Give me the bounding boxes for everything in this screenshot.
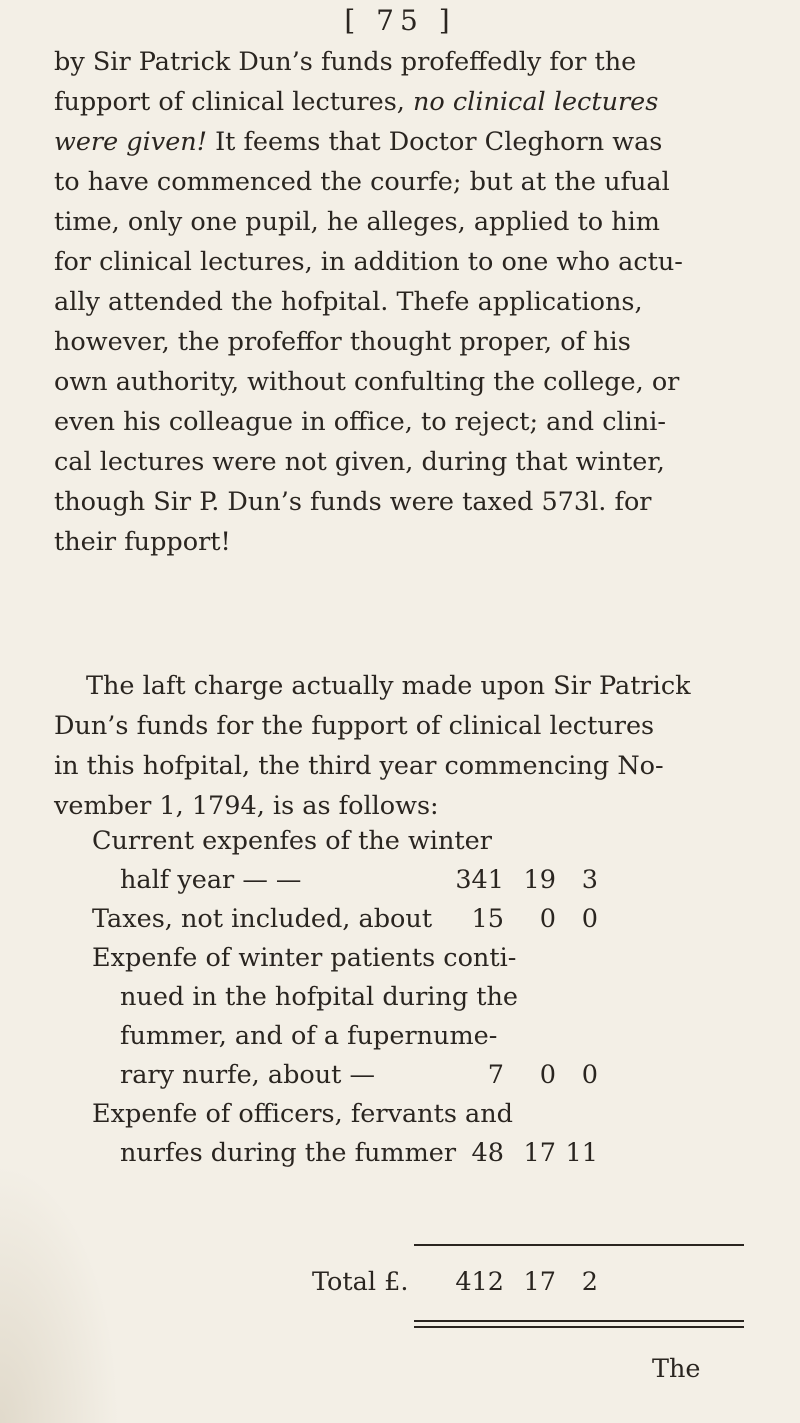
shillings-value: 0 bbox=[539, 904, 556, 934]
text-line: by Sir Patrick Dun’s funds profeffedly for the bbox=[54, 47, 637, 77]
table-row bbox=[92, 1095, 742, 1134]
total-pence: 2 bbox=[581, 1267, 598, 1297]
pounds-value: 15 bbox=[471, 904, 504, 934]
catchword: The bbox=[652, 1354, 701, 1384]
pounds-value: 48 bbox=[471, 1138, 504, 1168]
total-pounds: 412 bbox=[455, 1267, 504, 1297]
paragraph-clinical-lectures bbox=[54, 42, 768, 562]
sum-rule bbox=[414, 1244, 744, 1246]
pence-value: 0 bbox=[581, 1060, 598, 1090]
italic-phrase: no clinical lectures bbox=[413, 87, 659, 117]
row-description: Expenfe of winter patients conti- bbox=[92, 943, 517, 973]
shillings-value: 19 bbox=[523, 865, 556, 895]
text-line: fupport of clinical lectures, no clinical lectures bbox=[54, 87, 659, 117]
pounds-value: 7 bbox=[487, 1060, 504, 1090]
paper-stain bbox=[0, 1163, 120, 1423]
pence-value: 0 bbox=[581, 904, 598, 934]
row-description: fummer, and of a fupernume- bbox=[120, 1021, 498, 1051]
row-description: nued in the hofpital during the bbox=[120, 982, 519, 1012]
text-line: vember 1, 1794, is as follows: bbox=[54, 791, 439, 821]
text-line: in this hofpital, the third year commencing No- bbox=[54, 751, 664, 781]
text-line: their fupport! bbox=[54, 527, 231, 557]
table-row bbox=[92, 822, 742, 861]
italic-phrase: were given! bbox=[54, 127, 207, 157]
page-number: [ 75 ] bbox=[344, 4, 456, 37]
row-description: half year — — bbox=[120, 865, 302, 895]
text-line: cal lectures were not given, during that winter, bbox=[54, 447, 665, 477]
text-line: though Sir P. Dun’s funds were taxed 573l. for bbox=[54, 487, 652, 517]
row-description: rary nurfe, about — bbox=[120, 1060, 376, 1090]
table-row bbox=[92, 1017, 742, 1056]
total-shillings: 17 bbox=[523, 1267, 556, 1297]
table-row bbox=[92, 900, 742, 939]
text-line: were given! It feems that Doctor Cleghorn was bbox=[54, 127, 663, 157]
text-line: Dun’s funds for the fupport of clinical lectures bbox=[54, 711, 655, 741]
text-line: for clinical lectures, in addition to one who actu- bbox=[54, 247, 683, 277]
paragraph-last-charge bbox=[54, 666, 768, 826]
text-line: time, only one pupil, he alleges, applied to him bbox=[54, 207, 660, 237]
shillings-value: 17 bbox=[523, 1138, 556, 1168]
table-row bbox=[92, 978, 742, 1017]
table-row bbox=[92, 1134, 742, 1173]
row-description: Current expenfes of the winter bbox=[92, 826, 492, 856]
expenses-table bbox=[92, 822, 742, 1173]
text-line: however, the profeffor thought proper, of his bbox=[54, 327, 631, 357]
shillings-value: 0 bbox=[539, 1060, 556, 1090]
table-row bbox=[92, 861, 742, 900]
table-row bbox=[92, 939, 742, 978]
row-description: nurfes during the fummer bbox=[120, 1138, 457, 1168]
table-row bbox=[92, 1056, 742, 1095]
pence-value: 11 bbox=[565, 1138, 598, 1168]
total-rule-bottom bbox=[414, 1326, 744, 1328]
total-rule-top bbox=[414, 1320, 744, 1322]
text-line: The laft charge actually made upon Sir Patrick bbox=[86, 671, 691, 701]
row-description: Expenfe of officers, fervants and bbox=[92, 1099, 513, 1129]
text-line: to have commenced the courfe; but at the ufual bbox=[54, 167, 670, 197]
total-label: Total £. bbox=[312, 1267, 409, 1297]
text-line: own authority, without confulting the college, or bbox=[54, 367, 680, 397]
pence-value: 3 bbox=[581, 865, 598, 895]
text-line: even his colleague in office, to reject; and clini- bbox=[54, 407, 667, 437]
pounds-value: 341 bbox=[455, 865, 504, 895]
text-line: ally attended the hofpital. Thefe applications, bbox=[54, 287, 643, 317]
row-description: Taxes, not included, about bbox=[92, 904, 433, 934]
